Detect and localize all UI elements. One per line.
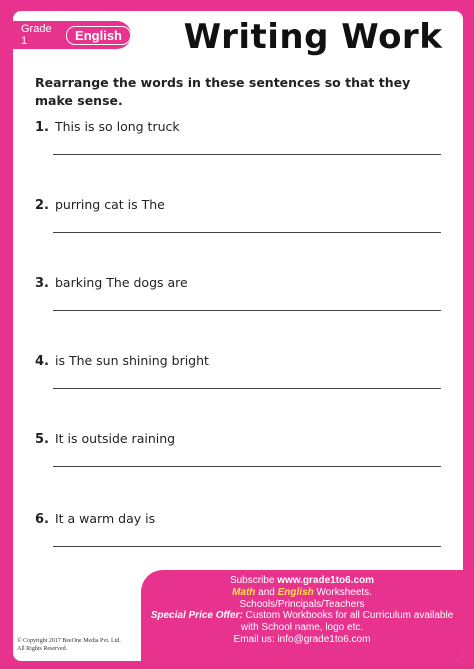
question-number: 4. [35,354,49,369]
question-text: is The sun shining bright [54,353,209,368]
question-text: It a warm day is [54,511,156,526]
subject-label: English [66,26,131,45]
copyright-notice [17,637,121,653]
math-label: Math [232,586,256,598]
question-2 [35,194,455,264]
page-title: Writing Work [183,17,443,57]
english-label: English [277,586,314,598]
question-number: 6. [35,512,49,527]
question-text: This is so long truck [54,119,180,134]
email-line[interactable]: Email us: info@grade1to6.com [233,633,371,645]
question-4 [35,350,455,420]
copyright-line: © Copyright 2017 BeeOne Media Pvt. Ltd. [17,638,121,644]
question-text: barking The dogs are [54,275,188,290]
instructions: Rearrange the words in these sentences so that they make sense. [35,75,411,108]
answer-line[interactable] [53,232,441,233]
question-6 [35,508,455,578]
subscribe-label: Subscribe [229,575,275,586]
answer-line[interactable] [53,546,441,547]
question-5 [35,428,455,498]
and-label: and [258,586,275,598]
question-text: It is outside raining [54,431,176,446]
site-link[interactable]: www.grade1to6.com [277,575,375,586]
grade-subject-badge [13,21,131,49]
answer-line[interactable] [53,388,441,389]
offer-label: Special Price Offer: [150,610,243,622]
subscribe-line [141,575,463,587]
grade-label: Grade 1 [21,23,52,47]
question-number: 2. [35,198,49,213]
question-number: 3. [35,276,49,291]
worksheet-page [13,11,463,661]
rights-line: All Rights Reserved. [17,646,68,652]
promo-footer [141,570,463,661]
question-text: purring cat is The [54,197,165,212]
worksheets-line [141,587,463,599]
offer-text: Custom Workbooks for all Curriculum available [245,610,454,622]
question-1 [35,116,455,186]
question-number: 1. [35,120,49,135]
answer-line[interactable] [53,310,441,311]
question-3 [35,272,455,342]
question-number: 5. [35,432,49,447]
answer-line[interactable] [53,466,441,467]
audience-line: Schools/Principals/Teachers [239,598,365,610]
worksheets-label: Worksheets. [316,586,372,598]
offer-line [141,610,463,622]
offer-line-2: with School name, logo etc. [240,622,364,634]
answer-line[interactable] [53,154,441,155]
